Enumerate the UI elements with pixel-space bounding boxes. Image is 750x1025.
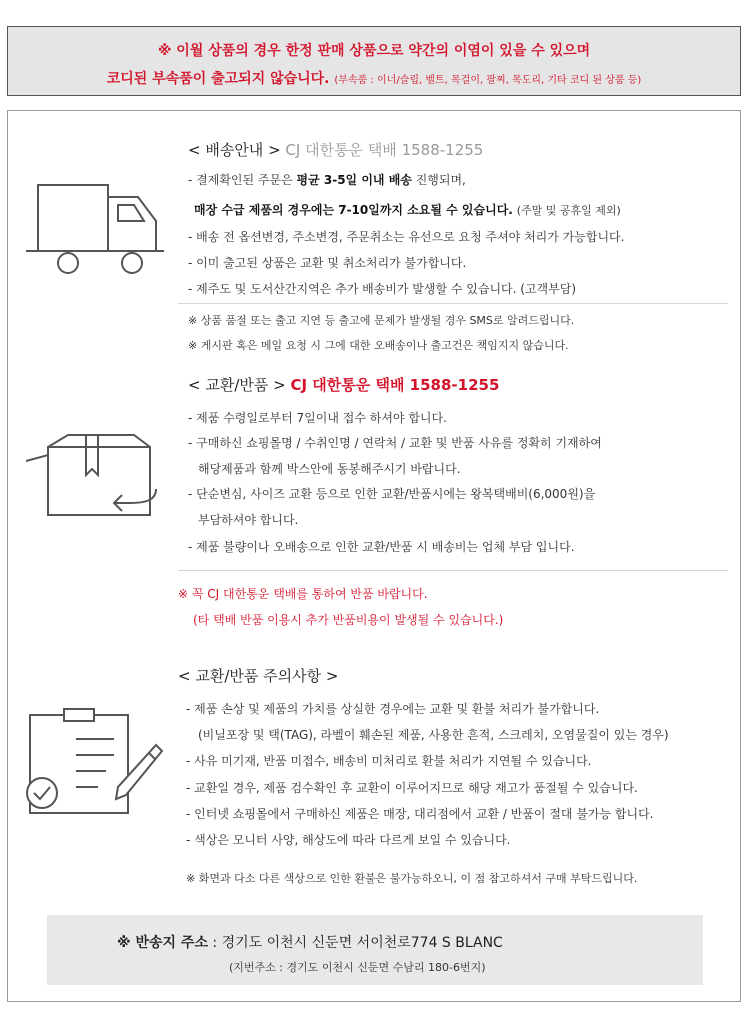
caution-heading: < 교환/반품 주의사항 > xyxy=(178,667,339,685)
shipping-line-2 xyxy=(194,201,621,218)
caution-note: ※ 화면과 다소 다른 색상으로 인한 환불은 불가능하오니, 이 점 참고하셔서 구매 부탁드립니다. xyxy=(186,872,638,885)
shipping-line-5: - 제주도 및 도서산간지역은 추가 배송비가 발생할 수 있습니다. (고객부담) xyxy=(188,282,577,296)
exchange-line-3a: - 단순변심, 사이즈 교환 등으로 인한 교환/반품시에는 왕복택배비(6,000원)을 xyxy=(188,487,596,501)
return-address-box xyxy=(47,915,703,985)
clipboard-checklist-icon xyxy=(16,707,166,817)
caution-line-3: - 교환일 경우, 제품 검수확인 후 교환이 이루어지므로 해당 재고가 품절될 수 있습니다. xyxy=(186,781,638,795)
return-address xyxy=(117,932,503,952)
top-notice-line2 xyxy=(8,68,740,88)
exchange-warning-1: ※ 꼭 CJ 대한통운 택배를 통하여 반품 바랍니다. xyxy=(178,587,428,601)
divider xyxy=(178,570,728,571)
caution-line-1: - 제품 손상 및 제품의 가치를 상실한 경우에는 교환 및 환불 처리가 불가합니다. xyxy=(186,702,600,716)
divider xyxy=(178,303,728,304)
caution-line-1b: (비닐포장 및 택(TAG), 라벨이 훼손된 제품, 사용한 흔적, 스크레치, 오염물질이 있는 경우) xyxy=(198,728,669,742)
top-notice-line1: ※ 이월 상품의 경우 한정 판매 상품으로 약간의 이염이 있을 수 있으며 xyxy=(157,43,591,59)
caution-line-2: - 사유 미기재, 반품 미접수, 배송비 미처리로 환불 처리가 지연될 수 있습니다. xyxy=(186,754,592,768)
shipping-line-2-bold: 매장 수급 제품의 경우에는 7-10일까지 소요될 수 있습니다. xyxy=(194,203,513,217)
shipping-line-2-small: (주말 및 공휴일 제외) xyxy=(516,204,621,217)
caution-line-5: - 색상은 모니터 사양, 해상도에 따라 다르게 보일 수 있습니다. xyxy=(186,833,511,847)
return-address-value: : 경기도 이천시 신둔면 서이천로774 S BLANC xyxy=(207,935,503,951)
exchange-line-2a: - 구매하신 쇼핑몰명 / 수취인명 / 연락처 / 교환 및 반품 사유를 정확히 기재하여 xyxy=(188,436,602,450)
exchange-line-3b: 부담하셔야 합니다. xyxy=(198,513,299,527)
exchange-line-1: - 제품 수령일로부터 7일이내 접수 하셔야 합니다. xyxy=(188,411,447,425)
exchange-warning-2: (타 택배 반품 이용시 추가 반품비용이 발생될 수 있습니다.) xyxy=(193,613,504,627)
shipping-line-1-pre: - 결제확인된 주문은 xyxy=(188,173,297,187)
top-notice-banner xyxy=(7,26,741,96)
exchange-line-4: - 제품 불량이나 오배송으로 인한 교환/반품 시 배송비는 업체 부담 입니다. xyxy=(188,540,575,554)
caution-line-4: - 인터넷 쇼핑몰에서 구매하신 제품은 매장, 대리점에서 교환 / 반품이 절대 불가능 합니다. xyxy=(186,807,654,821)
shipping-line-4: - 이미 출고된 상품은 교환 및 취소처리가 불가합니다. xyxy=(188,256,467,270)
shipping-section xyxy=(188,139,483,160)
exchange-heading: < 교환/반품 > xyxy=(188,376,286,394)
exchange-line-2b: 해당제품과 함께 박스안에 동봉해주시기 바랍니다. xyxy=(198,462,461,476)
top-notice-line2-small: (부속품 : 이너/슬립, 벨트, 목걸이, 팔찌, 목도리, 기타 코디 된 상품 등) xyxy=(334,75,642,86)
shipping-line-1 xyxy=(188,171,466,188)
exchange-courier: CJ 대한통운 택배 1588-1255 xyxy=(290,376,500,394)
policy-box xyxy=(7,110,741,1002)
return-address-label: ※ 반송지 주소 xyxy=(117,935,208,951)
return-box-icon xyxy=(26,431,161,521)
shipping-note-1: ※ 상품 품절 또는 출고 지연 등 출고에 문제가 발생될 경우 SMS로 알려드립니다. xyxy=(188,314,575,327)
top-notice-line2-main: 코디된 부속품이 출고되지 않습니다. xyxy=(106,71,330,87)
shipping-courier: CJ 대한통운 택배 1588-1255 xyxy=(285,141,484,159)
shipping-heading: < 배송안내 > xyxy=(188,141,281,159)
shipping-line-3: - 배송 전 옵션변경, 주소변경, 주문취소는 유선으로 요청 주셔야 처리가 가능합니다. xyxy=(188,230,625,244)
exchange-section xyxy=(188,374,499,395)
delivery-truck-icon xyxy=(26,181,166,276)
shipping-line-1-bold: 평균 3-5일 이내 배송 xyxy=(296,173,412,187)
shipping-note-2: ※ 게시판 혹은 메일 요청 시 그에 대한 오배송이나 출고건은 책임지지 않습니다. xyxy=(188,339,569,352)
shipping-line-1-post: 진행되며, xyxy=(411,173,466,187)
return-address-sub: (지번주소 : 경기도 이천시 신둔면 수남리 180-6번지) xyxy=(229,961,486,974)
